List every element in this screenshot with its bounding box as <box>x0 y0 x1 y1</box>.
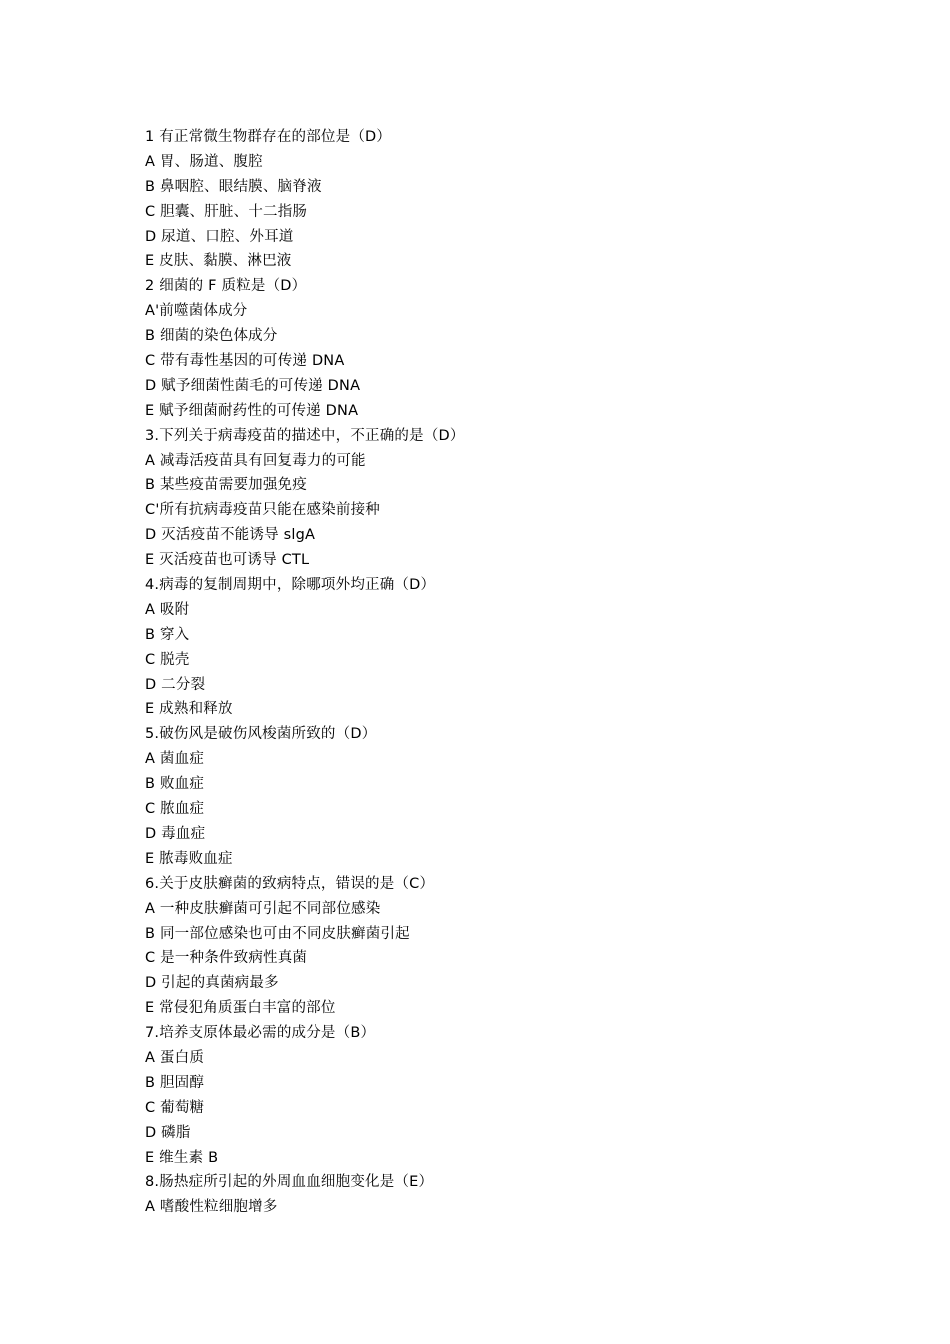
option-line: E 维生素 B <box>145 1149 219 1166</box>
option-line: B 败血症 <box>145 776 205 793</box>
option-line: A 减毒活疫苗具有回复毒力的可能 <box>145 452 366 469</box>
question-8: 8.肠热症所引起的外周血血细胞变化是（E） <box>145 1174 434 1191</box>
option-line: D 二分裂 <box>145 676 206 693</box>
option-line: A 蛋白质 <box>145 1049 205 1066</box>
option-line: E 皮肤、黏膜、淋巴液 <box>145 253 292 270</box>
option-line: C'所有抗病毒疫苗只能在感染前接种 <box>145 502 381 519</box>
question-4: 4.病毒的复制周期中，除哪项外均正确（D） <box>145 577 436 594</box>
option-line: D 引起的真菌病最多 <box>145 975 279 992</box>
option-line: D 灭活疫苗不能诱导 slgA <box>145 527 316 544</box>
question-7: 7.培养支原体最必需的成分是（B） <box>145 1025 376 1042</box>
option-line: A 嗜酸性粒细胞增多 <box>145 1199 278 1216</box>
option-line: A 胃、肠道、腹腔 <box>145 153 263 170</box>
option-line: C 是一种条件致病性真菌 <box>145 950 308 967</box>
option-line: D 赋予细菌性菌毛的可传递 DNA <box>145 377 361 394</box>
option-line: B 胆固醇 <box>145 1074 205 1091</box>
option-line: E 赋予细菌耐药性的可传递 DNA <box>145 402 359 419</box>
option-line: A 一种皮肤癣菌可引起不同部位感染 <box>145 900 381 917</box>
option-line: B 鼻咽腔、眼结膜、脑脊液 <box>145 178 322 195</box>
option-line: C 胆囊、肝脏、十二指肠 <box>145 203 308 220</box>
option-line: C 葡萄糖 <box>145 1099 205 1116</box>
question-2: 2 细菌的 F 质粒是（D） <box>145 278 307 295</box>
option-line: C 脓血症 <box>145 801 205 818</box>
question-1: 1 有正常微生物群存在的部位是（D） <box>145 129 392 145</box>
option-line: A 吸附 <box>145 601 190 618</box>
option-line: E 成熟和释放 <box>145 701 233 718</box>
option-line: B 某些疫苗需要加强免疫 <box>145 477 307 494</box>
document-body <box>145 125 825 1220</box>
question-6: 6.关于皮肤癣菌的致病特点，错误的是（C） <box>145 875 435 892</box>
option-line: E 脓毒败血症 <box>145 850 233 867</box>
option-line: D 尿道、口腔、外耳道 <box>145 228 294 245</box>
option-line: D 磷脂 <box>145 1124 191 1141</box>
question-3: 3.下列关于病毒疫苗的描述中，不正确的是（D） <box>145 427 465 444</box>
option-line: B 同一部位感染也可由不同皮肤癣菌引起 <box>145 925 410 942</box>
option-line: A'前噬菌体成分 <box>145 303 248 320</box>
option-line: A 菌血症 <box>145 751 205 768</box>
option-line: C 带有毒性基因的可传递 DNA <box>145 353 345 370</box>
option-line: B 穿入 <box>145 626 190 643</box>
option-line: B 细菌的染色体成分 <box>145 328 278 345</box>
option-line: E 常侵犯角质蛋白丰富的部位 <box>145 1000 336 1017</box>
question-5: 5.破伤风是破伤风梭菌所致的（D） <box>145 726 377 743</box>
option-line: C 脱壳 <box>145 651 190 668</box>
option-line: E 灭活疫苗也可诱导 CTL <box>145 552 310 569</box>
option-line: D 毒血症 <box>145 825 206 842</box>
